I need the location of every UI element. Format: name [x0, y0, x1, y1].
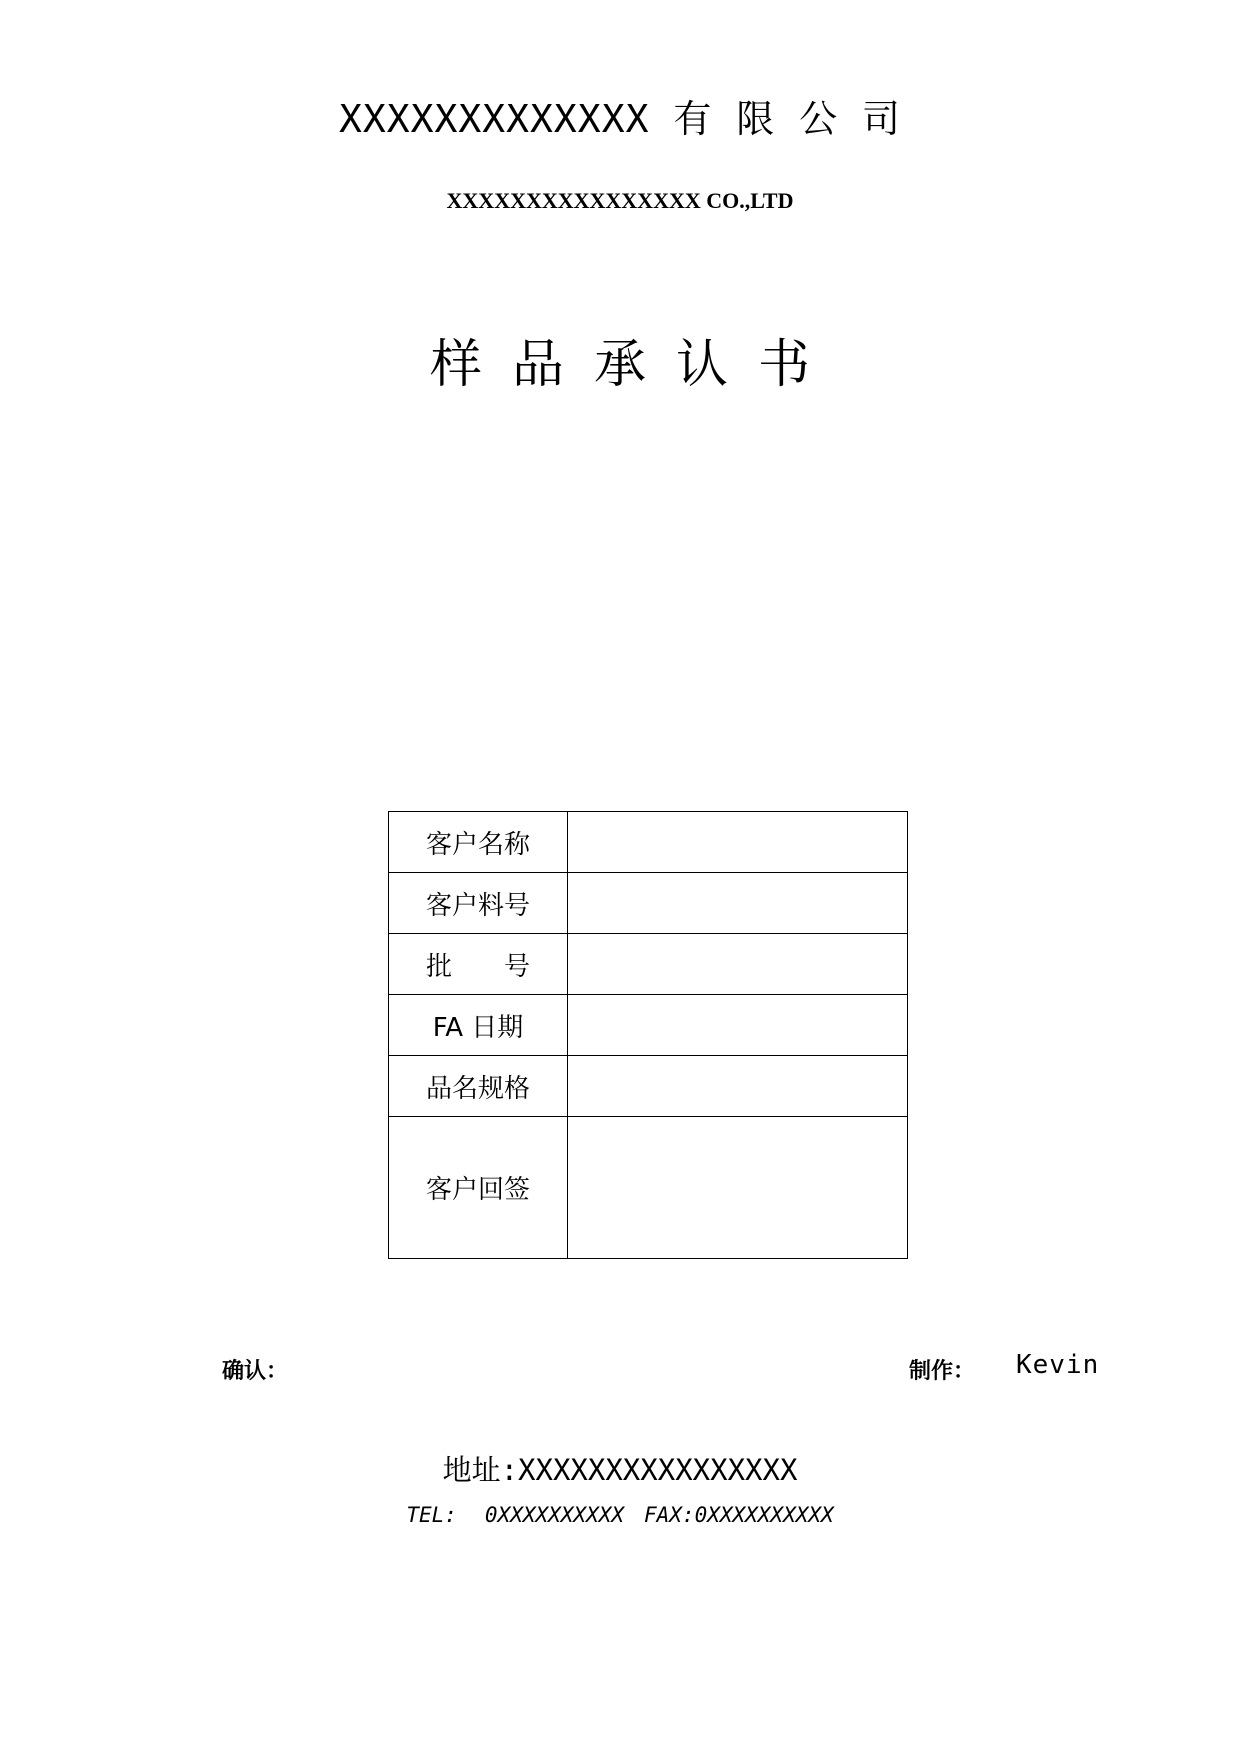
- batch-number-field[interactable]: [568, 934, 908, 995]
- customer-part-number-field[interactable]: [568, 873, 908, 934]
- company-address: 地址:XXXXXXXXXXXXXXXX: [442, 1453, 798, 1487]
- row-label-customer-signature: 客户回签: [389, 1117, 568, 1259]
- contact-line: [0, 1503, 1240, 1527]
- sample-info-table: [388, 811, 908, 1259]
- tel-number: 0XXXXXXXXXX: [484, 1503, 624, 1527]
- row-label-fa-date: FA 日期: [389, 995, 568, 1056]
- row-label-customer-part-number: 客户料号: [389, 873, 568, 934]
- document-title: 样品承认书: [429, 335, 840, 395]
- company-name-chinese: XXXXXXXXXXXXX 有 限 公 司: [339, 97, 901, 141]
- row-label-batch-number: 批 号: [389, 934, 568, 995]
- table-row: [389, 1117, 908, 1259]
- table-row: [389, 812, 908, 873]
- row-label-product-spec: 品名规格: [389, 1056, 568, 1117]
- table-row: [389, 873, 908, 934]
- customer-name-field[interactable]: [568, 812, 908, 873]
- tel-label: TEL:: [406, 1503, 457, 1527]
- maker-label: 制作：: [909, 1359, 976, 1384]
- table-row: [389, 995, 908, 1056]
- company-name-english: XXXXXXXXXXXXXXXX CO.,LTD: [446, 188, 794, 213]
- fa-date-field[interactable]: [568, 995, 908, 1056]
- table-row: [389, 934, 908, 995]
- row-label-customer-name: 客户名称: [389, 812, 568, 873]
- maker-name: Kevin: [1016, 1350, 1100, 1380]
- table-row: [389, 1056, 908, 1117]
- confirm-label: 确认：: [222, 1359, 289, 1384]
- fax-number: FAX:0XXXXXXXXXX: [644, 1503, 834, 1527]
- customer-signature-field[interactable]: [568, 1117, 908, 1259]
- product-spec-field[interactable]: [568, 1056, 908, 1117]
